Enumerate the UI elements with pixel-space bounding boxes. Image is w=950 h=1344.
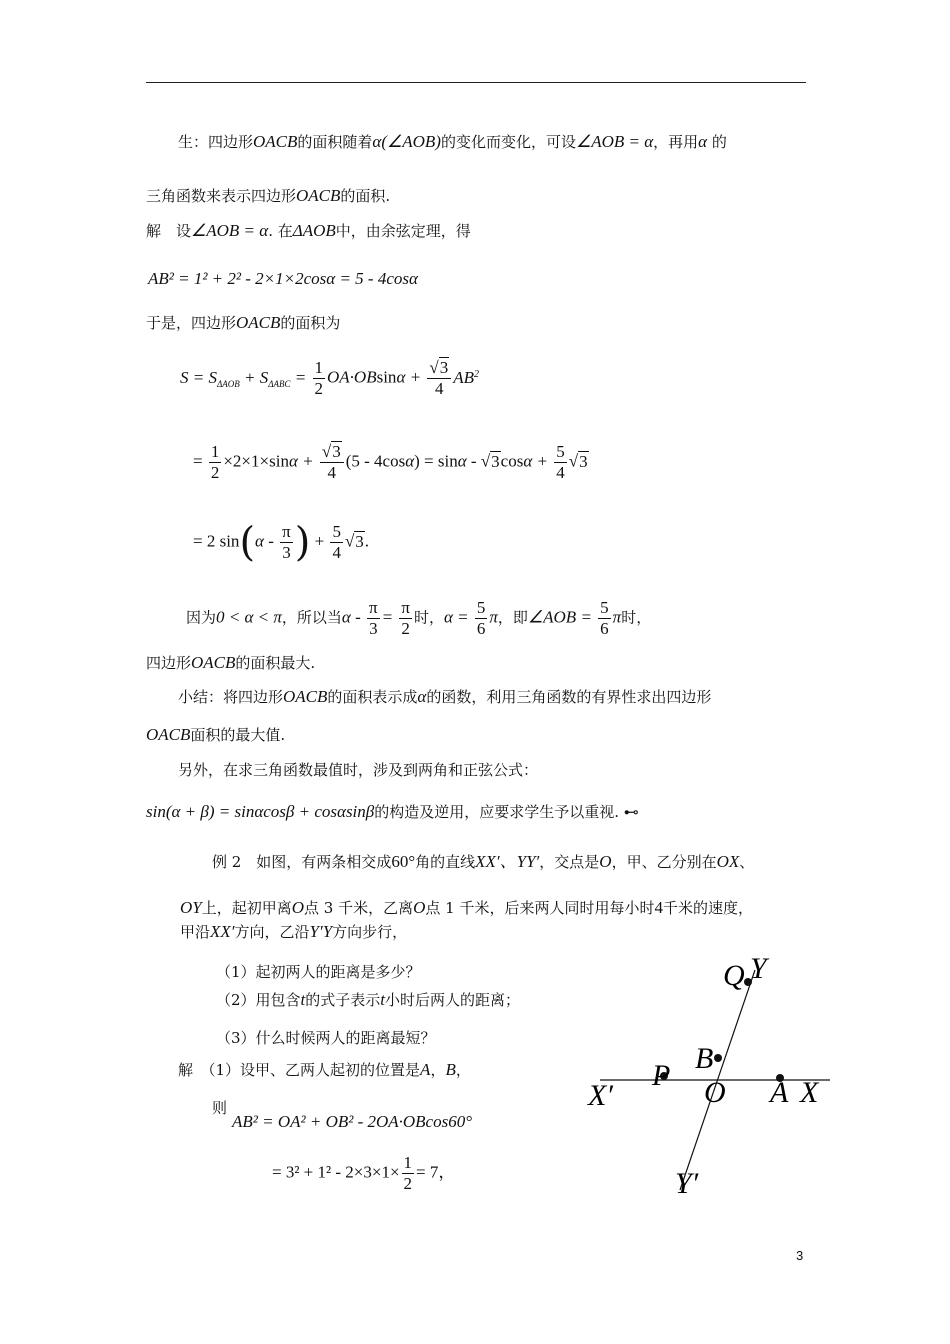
text: 小时后两人的距离； xyxy=(385,991,521,1009)
text: 小结：将四边形 xyxy=(178,688,284,706)
label-q: Q xyxy=(723,959,745,992)
text: ，再用 xyxy=(653,133,699,151)
line-11 xyxy=(178,687,711,707)
text: 时， xyxy=(413,608,444,627)
math: O xyxy=(291,898,305,917)
text: . 在 xyxy=(268,222,293,240)
math: OACB xyxy=(146,725,191,744)
law-of-cosines-line: AB² = 1² + 2² - 2×1×2cosα = 5 - 4cosα xyxy=(148,269,418,288)
math: t xyxy=(380,990,386,1009)
text: 方向，乙沿 xyxy=(234,923,310,941)
math: O xyxy=(413,898,426,917)
label-o: O xyxy=(704,1076,726,1109)
math: XX′ xyxy=(210,922,235,941)
math: = 3² + 1² - 2×3×1× xyxy=(272,1162,400,1182)
math: α xyxy=(698,132,708,151)
area-formula-1: $S = S_{\Delta AOB} + S_{\Delta ABC}$ = $\frac{1}{2}$ OA·OBsinα + $\frac{√3}{4}$ $AB^2$ xyxy=(180,358,479,398)
text: 面积的最大值. xyxy=(190,726,286,744)
line-5 xyxy=(146,313,340,333)
text: ，即 xyxy=(497,608,528,627)
label-y: Y xyxy=(750,952,767,985)
math: sin(α + β) = sinαcosβ + cosαsinβ xyxy=(146,802,375,821)
question-3: （3）什么时候两人的距离最短？ xyxy=(216,1029,436,1047)
math: Y′Y xyxy=(309,922,333,941)
label-y-prime: Y′ xyxy=(675,1167,699,1200)
point-b xyxy=(714,1054,722,1062)
label-a: A xyxy=(770,1076,789,1109)
text: 三角函数来表示四边形 xyxy=(146,187,297,205)
text: 因为 xyxy=(186,608,217,627)
text: 的面积表示成 xyxy=(327,688,418,706)
math: A xyxy=(420,1060,431,1079)
line-14 xyxy=(146,802,639,822)
math: OACB xyxy=(236,313,281,332)
math: = 7， xyxy=(416,1162,456,1182)
line-16 xyxy=(180,898,753,918)
math: O xyxy=(599,852,612,871)
math: 0 < α < π xyxy=(216,607,282,627)
solution-line-1 xyxy=(178,1060,471,1080)
line-13: 另外，在求三角函数最值时，涉及到两角和正弦公式： xyxy=(178,761,539,779)
line-1 xyxy=(178,132,727,152)
text: 点 1 千米，后来两人同时用每小时 xyxy=(425,899,655,917)
text: 方向步行， xyxy=(332,923,408,941)
text: 的面积为 xyxy=(280,314,341,332)
solution-line-3: AB² = OA² + OB² - 2OA·OBcos60° xyxy=(232,1112,473,1131)
line-15 xyxy=(212,852,754,872)
text: 时， xyxy=(621,608,652,627)
text: ，交点是 xyxy=(539,853,600,871)
text: 的式子表示 xyxy=(305,991,381,1009)
line-3 xyxy=(146,221,471,241)
math: 60° xyxy=(391,852,416,871)
line-12 xyxy=(146,725,285,745)
header-rule xyxy=(146,82,806,83)
text: 的变化而变化，可设 xyxy=(440,133,576,151)
text: 例 2 如图，有两条相交成 xyxy=(212,853,392,871)
text: ， xyxy=(430,1061,446,1079)
text: （2）用包含 xyxy=(216,991,301,1009)
page-number: 3 xyxy=(796,1248,804,1263)
text: 生：四边形 xyxy=(178,133,254,151)
question-1: （1）起初两人的距离是多少？ xyxy=(216,963,421,981)
math: OACB xyxy=(191,653,236,672)
text: 的面积随着 xyxy=(297,133,373,151)
text: 的 xyxy=(711,133,727,151)
math: t xyxy=(300,990,306,1009)
question-2 xyxy=(216,990,520,1010)
solution-line-2: 则 xyxy=(212,1099,228,1117)
text: 的函数，利用三角函数的有界性求出四边形 xyxy=(426,688,712,706)
text: 千米的速度， xyxy=(663,899,754,917)
text: 解 （1）设甲、乙两人起初的位置是 xyxy=(178,1061,421,1079)
math: OY xyxy=(180,898,202,917)
math: ∠AOB = α xyxy=(191,221,269,240)
area-formula-3: = 2 sin(α - $\frac{\pi}{3}$ ) + $\frac{5}{4}$ √3. xyxy=(193,519,370,566)
label-b: B xyxy=(695,1042,714,1075)
math: B xyxy=(445,1060,456,1079)
text: 点 3 千米，乙离 xyxy=(304,899,414,917)
text: 于是，四边形 xyxy=(146,314,237,332)
math: OX xyxy=(716,852,740,871)
line-2 xyxy=(146,186,390,206)
math: OACB xyxy=(253,132,298,151)
math: α(∠AOB) xyxy=(372,132,441,151)
label-x: X xyxy=(800,1076,819,1109)
math: XX′、YY′ xyxy=(475,852,540,871)
math: ∠AOB = α xyxy=(575,132,654,151)
label-p: P xyxy=(652,1059,671,1092)
text: 上，起初甲离 xyxy=(201,899,292,917)
text: 的面积. xyxy=(340,187,391,205)
text: 甲沿 xyxy=(180,923,211,941)
math: ΔAOB xyxy=(292,221,336,240)
math: 4 xyxy=(654,898,663,917)
math: α xyxy=(417,687,427,706)
text: 中，由余弦定理，得 xyxy=(335,222,471,240)
text: ， xyxy=(455,1061,471,1079)
line-10 xyxy=(146,653,315,673)
text: 解 设 xyxy=(146,222,192,240)
text: 、 xyxy=(739,853,755,871)
area-formula-2: = $\frac{1}{2}$ ×2×1×sinα + $\frac{√3}{4}$ (5 - 4cosα) = sinα - √3cosα + $\frac{5}{4}$ √3 xyxy=(193,442,588,482)
text: ，所以当 xyxy=(281,608,342,627)
line-17 xyxy=(180,922,407,942)
text: 角的直线 xyxy=(415,853,476,871)
math: OACB xyxy=(283,687,328,706)
line-9: 因为0 < α < π，所以当α - $\frac{\pi}{3}$ = $\frac{\pi}{2}$ 时，α = $\frac{5}{6}$ π，即∠AOB = $\frac{5}{6}$ π时， xyxy=(186,598,652,638)
label-x-prime: X′ xyxy=(588,1079,613,1112)
intersecting-lines-figure xyxy=(580,950,840,1205)
text: 的面积最大. xyxy=(235,654,316,672)
text: 的构造及逆用，应要求学生予以重视. ⊷ xyxy=(374,803,639,821)
text: 四边形 xyxy=(146,654,192,672)
math: OACB xyxy=(296,186,341,205)
text: ，甲、乙分别在 xyxy=(611,853,717,871)
solution-line-4: = 3² + 1² - 2×3×1× $\frac{1}{2}$ = 7， xyxy=(272,1153,456,1193)
